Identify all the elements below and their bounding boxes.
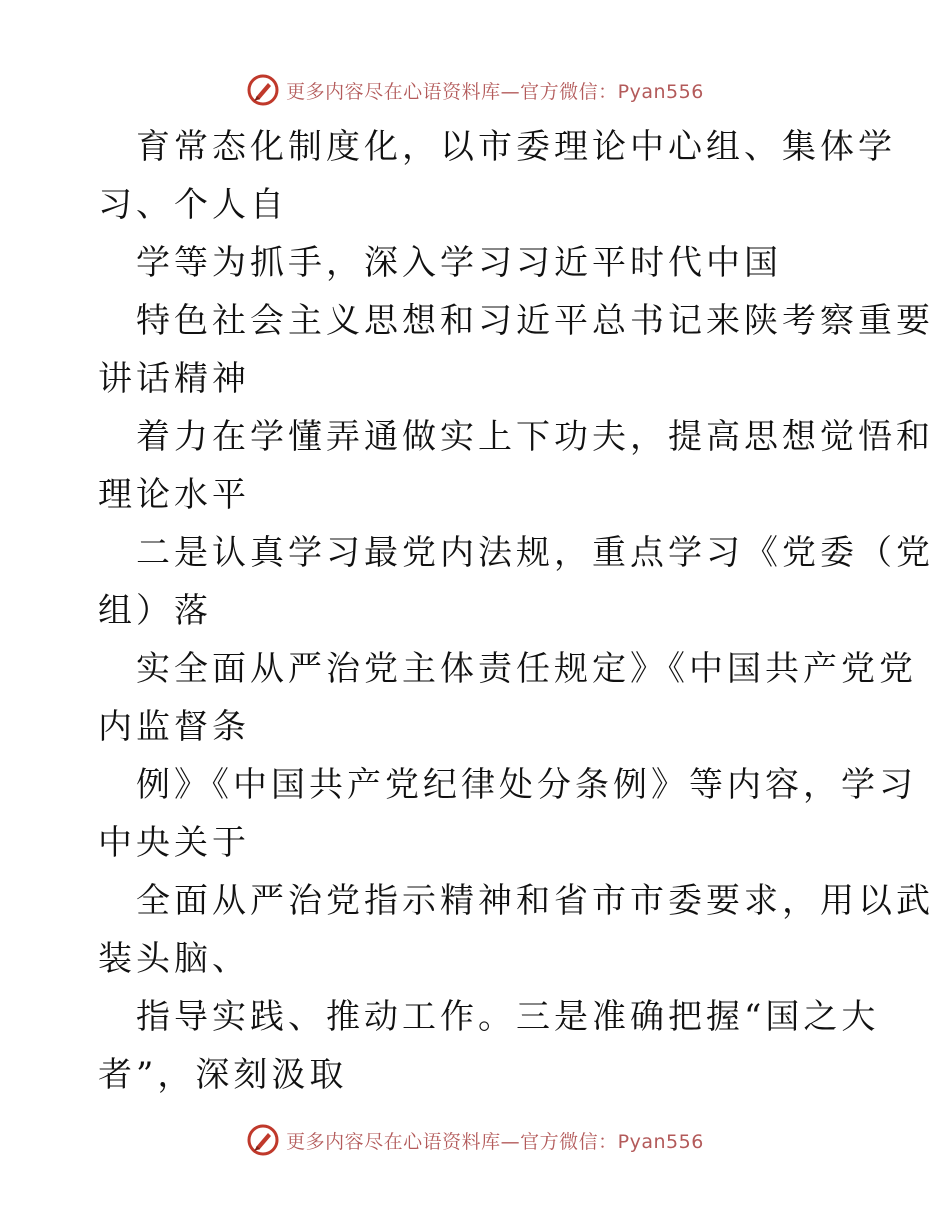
footer-banner-text: 更多内容尽在心语资料库—官方微信：Pyan556: [286, 1130, 704, 1153]
text-line: 实全面从严治党主体责任规定》《中国共产党党: [136, 649, 917, 689]
text-line: 内监督条: [98, 707, 250, 747]
pen-logo-icon: [246, 1123, 280, 1157]
document-body: [98, 118, 934, 1104]
text-line: 育常态化制度化，以市委理论中心组、集体学: [136, 127, 896, 167]
text-line: 全面从严治党指示精神和省市市委要求，用以武: [136, 881, 934, 921]
header-banner-text: 更多内容尽在心语资料库—官方微信：Pyan556: [286, 80, 704, 103]
text-line: 中央关于: [98, 823, 250, 863]
text-line: 着力在学懂弄通做实上下功夫，提高思想觉悟和: [136, 417, 934, 457]
text-line: 组）落: [98, 591, 212, 631]
text-line: 特色社会主义思想和习近平总书记来陕考察重要: [136, 301, 934, 341]
text-line: 学等为抓手，深入学习习近平时代中国: [136, 243, 782, 283]
text-line: 理论水平: [98, 475, 250, 515]
text-line: 例》《中国共产党纪律处分条例》等内容，学习: [136, 765, 917, 805]
text-line: 习、个人自: [98, 185, 288, 225]
text-line: 装头脑、: [98, 939, 250, 979]
footer-banner: [0, 1120, 950, 1160]
text-line: 讲话精神: [98, 359, 250, 399]
text-line: 者”，深刻汲取: [98, 1055, 348, 1095]
text-line: 指导实践、推动工作。三是准确把握“国之大: [136, 997, 880, 1037]
header-banner: [0, 70, 950, 110]
pen-logo-icon: [246, 73, 280, 107]
text-line: 二是认真学习最党内法规，重点学习《党委（党: [136, 533, 934, 573]
